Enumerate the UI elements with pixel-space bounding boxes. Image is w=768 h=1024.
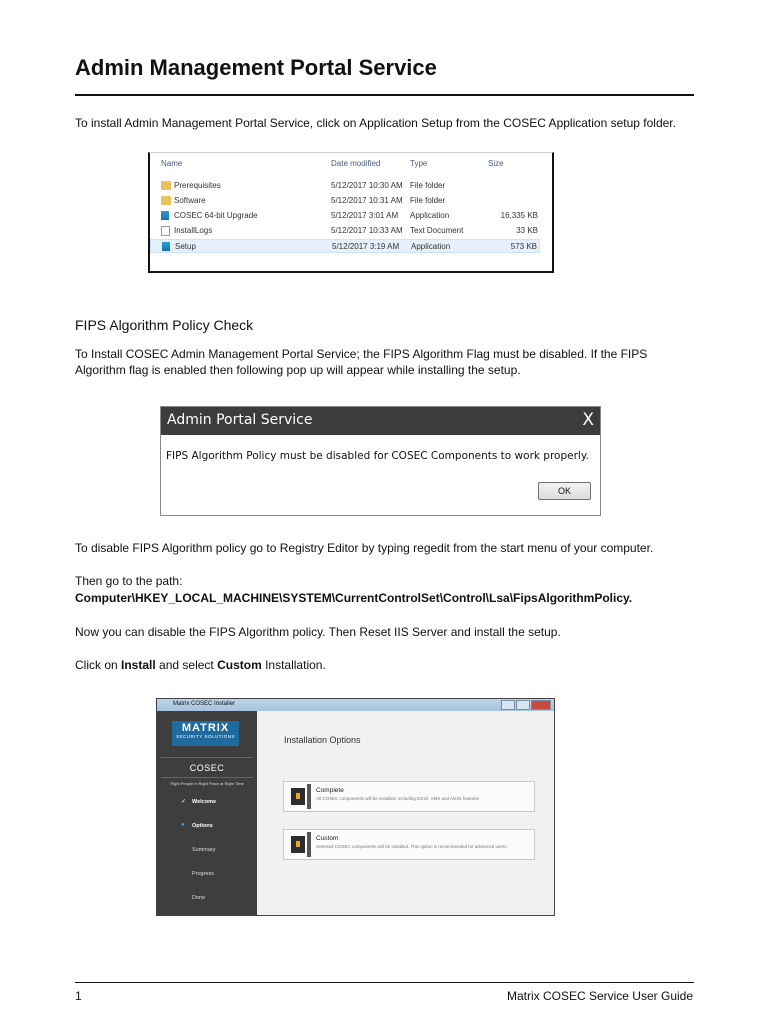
current-step-icon: ● — [181, 822, 185, 828]
file-row-selected[interactable] — [150, 239, 540, 253]
dialog-message: FIPS Algorithm Policy must be disabled for COSEC Components to work properly. — [166, 450, 589, 462]
file-date: 5/12/2017 10:31 AM — [331, 196, 403, 205]
file-type: Text Document — [410, 226, 464, 235]
option-strip — [307, 832, 311, 857]
folder-icon — [161, 196, 171, 205]
guide-title: Matrix COSEC Service User Guide — [506, 989, 693, 1003]
file-date: 5/12/2017 3:01 AM — [331, 211, 399, 220]
step-done: Done — [192, 895, 206, 901]
install-instruction — [75, 657, 695, 673]
step-summary: Summary — [192, 847, 216, 853]
file-name: InstallLogs — [174, 226, 213, 235]
complete-install-icon — [291, 788, 305, 805]
file-type: File folder — [410, 196, 446, 205]
close-icon[interactable]: X — [582, 410, 594, 430]
option-name: Complete — [316, 787, 344, 794]
option-strip — [307, 784, 311, 809]
step-welcome: Welcome — [192, 799, 217, 805]
reset-paragraph: Now you can disable the FIPS Algorithm policy. Then Reset IIS Server and install the setup. — [75, 625, 561, 639]
fips-heading: FIPS Algorithm Policy Check — [75, 317, 254, 333]
page-number: 1 — [75, 989, 82, 1003]
window-controls — [500, 700, 551, 710]
option-complete[interactable] — [283, 781, 535, 812]
logo-subtitle: SECURITY SOLUTIONS — [176, 734, 235, 739]
close-icon[interactable] — [531, 700, 551, 710]
options-title: Installation Options — [284, 735, 361, 745]
file-row[interactable] — [150, 179, 540, 193]
application-icon — [161, 211, 169, 220]
fips-paragraph: To Install COSEC Admin Management Portal Service; the FIPS Algorithm Flag must be disabled. If the FIPS Algorithm flag is enabled then following pop up will appear while installing the setup. — [75, 347, 648, 377]
installer-main-panel — [257, 711, 554, 915]
file-type: Application — [410, 211, 450, 220]
file-size: 33 KB — [516, 226, 538, 235]
file-name: COSEC 64-bit Upgrade — [174, 211, 258, 220]
file-type: Application — [411, 242, 451, 251]
page-title: Admin Management Portal Service — [75, 55, 437, 80]
matrix-logo — [172, 721, 239, 746]
column-header-type[interactable]: Type — [410, 159, 428, 168]
file-size: 16,335 KB — [500, 211, 538, 220]
option-description: All COSEC components will be installed, including Ezmil, VMS and Alerts features — [316, 796, 480, 801]
option-name: Custom — [316, 835, 339, 842]
file-name: Setup — [175, 242, 196, 251]
disable-paragraph: To disable FIPS Algorithm policy go to Registry Editor by typing regedit from the start menu of your computer. — [75, 541, 654, 555]
path-intro: Then go to the path: — [75, 574, 183, 588]
title-divider — [75, 94, 694, 96]
registry-path: Computer\HKEY_LOCAL_MACHINE\SYSTEM\CurrentControlSet\Control\Lsa\FipsAlgorithmPolicy. — [75, 591, 633, 605]
folder-icon — [161, 181, 171, 190]
dialog-title: Admin Portal Service — [167, 412, 313, 428]
installer-window-title: Matrix COSEC Installer — [173, 701, 236, 707]
dialog-title-bar — [161, 407, 600, 435]
custom-install-icon — [291, 836, 305, 853]
fips-warning-dialog — [160, 406, 601, 516]
checkmark-icon: ✓ — [181, 799, 187, 805]
file-row[interactable] — [150, 194, 540, 208]
file-type: File folder — [410, 181, 446, 190]
logo-wordmark: MATRIX — [181, 722, 230, 734]
maximize-icon[interactable] — [516, 700, 530, 710]
option-description: Selected COSEC components will be installed. This option is recommended for advanced users. — [316, 844, 508, 849]
column-header-size[interactable]: Size — [488, 159, 504, 168]
product-tagline: Right People in Right Place at Right Time — [170, 781, 244, 786]
text-document-icon — [161, 226, 170, 236]
file-row[interactable] — [150, 209, 540, 223]
instruction-suffix: Installation. — [261, 658, 326, 672]
file-row[interactable] — [150, 224, 540, 238]
product-name: COSEC — [189, 763, 225, 773]
ok-button[interactable]: OK — [538, 482, 591, 500]
explorer-screenshot — [148, 152, 554, 273]
file-size: 573 KB — [510, 242, 537, 251]
application-icon — [162, 242, 170, 251]
install-keyword: Install — [121, 658, 156, 672]
minimize-icon[interactable] — [501, 700, 515, 710]
column-header-date[interactable]: Date modified — [331, 159, 381, 168]
file-date: 5/12/2017 10:30 AM — [331, 181, 403, 190]
instruction-middle: and select — [155, 658, 218, 672]
option-custom[interactable] — [283, 829, 535, 860]
file-date: 5/12/2017 3:19 AM — [332, 242, 400, 251]
instruction-prefix: Click on — [75, 658, 122, 672]
installer-title-bar — [157, 699, 554, 711]
installer-sidebar — [157, 711, 257, 915]
file-name: Prerequisites — [174, 181, 221, 190]
intro-paragraph: To install Admin Management Portal Service, click on Application Setup from the COSEC Application setup folder. — [75, 116, 676, 130]
step-options: Options — [192, 823, 213, 829]
file-name: Software — [174, 196, 206, 205]
custom-keyword: Custom — [217, 658, 262, 672]
sidebar-divider — [161, 757, 253, 758]
column-header-name[interactable]: Name — [161, 159, 183, 168]
file-date: 5/12/2017 10:33 AM — [331, 226, 403, 235]
footer-divider — [75, 982, 694, 983]
sidebar-divider — [161, 777, 253, 778]
installer-screenshot — [156, 698, 555, 916]
step-progress: Progress — [192, 871, 215, 877]
